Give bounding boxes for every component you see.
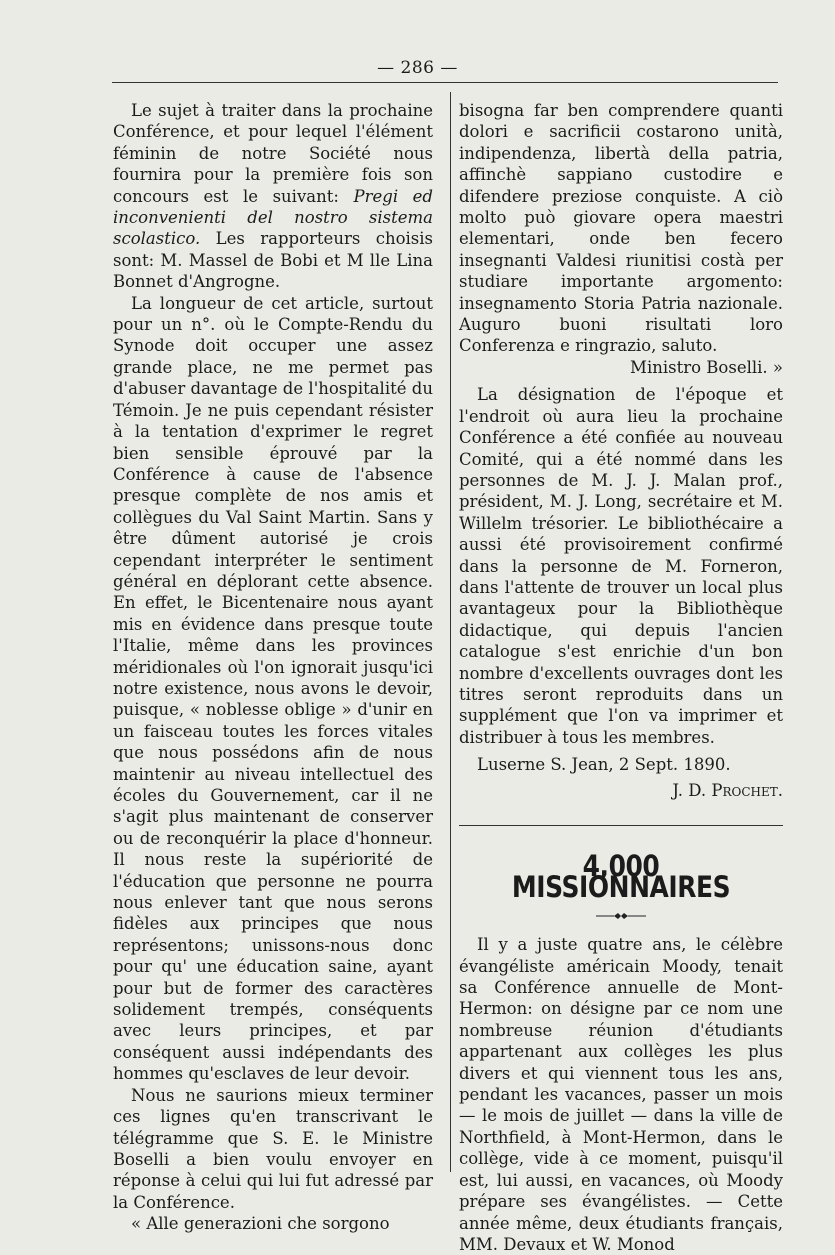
paragraph-telegram-continued: bisogna far ben comprendere quanti dolori e sacrificii costarono unità, indipendenza, libertà della patria, affinchè sappiano custodire e difendere preziose conquiste. A ciò molto può giovare opera maestri elementari, onde ben fecero insegnanti Valdesi riunitisi costà per studiare importante argomento: insegnamento Storia Patria nazionale. Auguro buoni risultati loro Conferenza e ringrazio, saluto. xyxy=(459,101,783,356)
right-column xyxy=(459,100,783,1255)
paragraph-telegram-start: « Alle generazioni che sorgono xyxy=(131,1214,390,1234)
author-signature: J. D. Prochet. xyxy=(672,780,783,800)
dateline: Luserne S. Jean, 2 Sept. 1890. xyxy=(477,755,731,775)
page-number: — 286 — xyxy=(377,58,458,78)
telegram-signature: Ministro Boselli. » xyxy=(630,357,783,377)
paragraph-committee: La désignation de l'époque et l'endroit où aura lieu la prochaine Conférence a été confiée au nouveau Comité, qui a été nommé dans les personnes de M. J. J. Malan prof., président, M. J. Long, secrétaire et M. Willelm trésorier. Le bibliothécaire a aussi été provisoirement confirmé dans la personne de M. Forneron, dans l'attente de trouver un local plus avantageux pour la Bibliothèque didactique, qui depuis l'ancien catalogue s'est enrichie d'un bon nombre d'excellents ouvrages dont les titres seront reproduits dans un supplément que l'on va imprimer et distribuer à tous les membres. xyxy=(459,385,783,747)
topic-title: Pregi ed inconvenienti del nostro sistema scolastico. xyxy=(113,186,433,249)
ornament-divider xyxy=(459,905,783,926)
paragraph-article-length: La longueur de cet article, surtout pour un n°. où le Compte-Rendu du Synode doit occuper une assez grande place, ne me permet pas d'abuser davantage de l'hospitalité du Témoin. Je ne puis cependant résister à la tentation d'exprimer le regret bien sensible éprouvé par la Conférence à cause de l'absence presque complète de nos amis et collègues du Val Saint Martin. Sans y être dûment autorisé je crois cependant interpréter le sentiment général en déplorant cette absence. En effet, le Bicentenaire nous ayant mis en évidence dans presque toute l'Italie, même dans les provinces méridionales où l'on ignorait jusqu'ici notre existence, nous avons le devoir, puisque, « noblesse oblige » d'unir en un faisceau toutes les forces vitales que nous possédons afin de nous maintenir au niveau intellectuel des écoles du Gouvernement, car il ne s'agit plus maintenant de conserver ou de reconquérir la place d'honneur. Il nous reste la supériorité de l'éducation que personne ne pourra nous enlever tant que nous serons fidèles aux principes que nous représentons; unissons-nous donc pour qu' une éducation saine, ayant pour but de former des caractères solidement trempés, conséquents avec leurs principes, et par conséquent aussi indépendants des hommes qu'esclaves de leur devoir. xyxy=(113,293,433,1084)
article-heading: 4,000 MISSIONNAIRES xyxy=(511,849,731,905)
ornament-icon xyxy=(596,913,646,919)
paragraph-telegram-intro: Nous ne saurions mieux terminer ces lignes qu'en transcrivant le télégramme que S. E. le Ministre Boselli a bien voulu envoyer en réponse à celui qui lui fut adressé par la Conférence. xyxy=(113,1085,433,1212)
paragraph-missionaries: Il y a juste quatre ans, le célèbre évangéliste américain Moody, tenait sa Conférence annuelle de Mont-Hermon: on désigne par ce nom une nombreuse réunion d'étudiants appartenant aux collèges les plus divers et qui viennent tous les ans, pendant les vacances, passer un mois — le mois de juillet — dans la ville de Northfield, à Mont-Hermon, dans le collège, vide à ce moment, puisqu'il est, lui aussi, en vacances, où Moody prépare ses évangélistes. — Cette année même, deux étudiants français, MM. Devaux et W. Monod xyxy=(459,935,783,1254)
section-separator xyxy=(459,825,783,826)
paragraph-conference-topic: Le sujet à traiter dans la prochaine Conférence, et pour lequel l'élément féminin de notre Société nous fournira pour la première fois son concours est le suivant: Pregi ed inconvenienti del nostro sistema scolastico. Les rapporteurs choisis sont: M. Massel de Bobi et M lle Lina Bonnet d'Angrogne. xyxy=(113,101,433,292)
header-rule xyxy=(112,82,778,83)
column-divider xyxy=(450,92,451,1172)
left-column xyxy=(113,100,433,1235)
